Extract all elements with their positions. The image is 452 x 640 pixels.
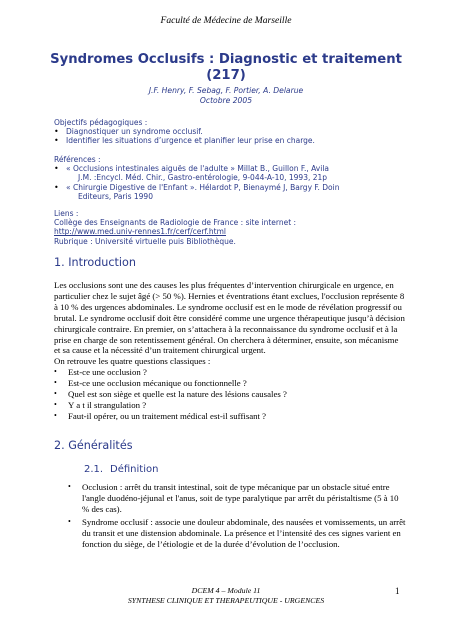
references-block (54, 155, 414, 201)
introduction-paragraph: Les occlusions sont une des causes les plus fréquentes d’intervention chirurgicale en urgence, en particulier chez le sujet âgé (> 50 %). Hernies et éventrations étant exclues, l'occlusion représente 8 à 10 % des urgences abdominales. Le syndrome occlusif est en le mode de révélation progressif ou brutal. Le syndrome occlusif doit être considéré comme une urgence thérapeutique jusqu’à décision chirurgicale contraire. En premier, on s’attachera à la reconnaissance du syndrome occlusif et à la prise en charge de son retentissement général. On cherchera à déterminer, ensuite, son mécanisme et sa cause et la nécessité d’un traitement chirurgical urgent. (54, 280, 405, 356)
question-text: Faut-il opérer, ou un traitement médical est-il suffisant ? (68, 410, 267, 421)
references-list (54, 164, 414, 201)
reference-line: « Occlusions intestinales aiguës de l'adulte » Millat B., Guillon F., Avila (66, 164, 329, 174)
question-text: Est-ce une occlusion ? (68, 367, 147, 378)
subsection-title: Définition (110, 464, 159, 475)
bullet-icon: • (54, 389, 57, 399)
title-line-2: (217) (206, 68, 246, 83)
page-number: 1 (395, 586, 400, 596)
references-heading: Références : (54, 155, 101, 164)
bullet-icon: • (54, 410, 57, 420)
college-url-link[interactable]: http://www.med.univ-rennes1.fr/cerf/cerf.html (54, 227, 227, 237)
title-line-1: Syndromes Occlusifs : Diagnostic et traitement (50, 52, 402, 67)
faculty-header: Faculté de Médecine de Marseille (160, 15, 292, 26)
college-text: Collège des Enseignants de Radiologie de France : site internet : (54, 218, 297, 228)
list-item (54, 389, 406, 400)
bullet-icon: • (54, 367, 57, 377)
objectives-list (54, 127, 414, 145)
list-item (54, 164, 414, 182)
subsection-heading-definition (84, 464, 158, 475)
question-text: Quel est son siège et quelle est la nature des lésions causales ? (68, 389, 287, 400)
section-heading-introduction: 1. Introduction (54, 256, 136, 269)
definitions-block (54, 482, 406, 551)
list-item (54, 378, 406, 389)
list-item (68, 517, 406, 550)
list-item (54, 411, 406, 422)
question-text: Est-ce une occlusion mécanique ou fonctionnelle ? (68, 378, 247, 389)
links-heading: Liens : (54, 209, 79, 218)
rubrique-text: Rubrique : Université virtuelle puis Bibliothèque. (54, 236, 236, 246)
definitions-list (54, 482, 406, 549)
introduction-body (54, 280, 406, 422)
bullet-icon: • (54, 182, 59, 192)
definition-text: Occlusion : arrêt du transit intestinal, soit de type mécanique par un obstacle situé entre l'angle duodéno-jéjunal et l'anus, soit de type paralytique par arrêt du péristaltisme (5 à 10 % des cas). (82, 482, 399, 514)
questions-intro: On retrouve les quatre questions classiques : (54, 356, 211, 367)
questions-list (54, 367, 406, 422)
links-block (54, 209, 414, 246)
objectives-heading: Objectifs pédagogiques : (54, 118, 148, 127)
bullet-icon: • (54, 164, 59, 174)
reference-line: Editeurs, Paris 1990 (78, 191, 153, 201)
bullet-icon: • (54, 378, 57, 388)
definition-text: Syndrome occlusif : associe une douleur abdominale, des nausées et vomissements, un arrêt du transit et une distension abdominale. La présence et l’intensité des ces signes varient en fonction du siège, de l’étiologie et de la durée d’évolution de l’occlusion. (82, 516, 406, 549)
reference-line: J.M. :Encycl. Méd. Chir., Gastro-entérologie, 9-044-A-10, 1993, 21p (78, 173, 328, 183)
bullet-icon: • (54, 127, 59, 137)
section-heading-generalites: 2. Généralités (54, 439, 133, 452)
objective-text: Diagnostiquer un syndrome occlusif. (66, 127, 203, 137)
list-item (68, 482, 406, 515)
list-item (54, 136, 414, 145)
bullet-icon: • (54, 136, 59, 146)
list-item (54, 183, 414, 201)
objectives-block (54, 118, 414, 146)
bullet-icon: • (54, 399, 57, 409)
publication-date: Octobre 2005 (199, 95, 253, 105)
question-text: Y a t il strangulation ? (68, 399, 147, 410)
footer-module: DCEM 4 – Module 11 (191, 586, 261, 595)
document-title (40, 52, 412, 84)
list-item (54, 400, 406, 411)
objective-text: Identifier les situations d’urgence et planifier leur prise en charge. (66, 136, 315, 146)
reference-line: « Chirurgie Digestive de l'Enfant ». Hélardot P, Bienaymé J, Bargy F. Doin (66, 182, 340, 192)
subsection-number: 2.1. (84, 464, 104, 475)
bullet-icon: • (68, 516, 71, 526)
page-footer (0, 586, 452, 606)
footer-course: SYNTHESE CLINIQUE ET THERAPEUTIQUE - URGENCES (127, 595, 325, 605)
bullet-icon: • (68, 482, 71, 491)
list-item (54, 367, 406, 378)
authors-block (0, 86, 452, 105)
author-names: J.F. Henry, F. Sebag, F. Portier, A. Delarue (148, 86, 304, 95)
list-item (54, 127, 414, 136)
